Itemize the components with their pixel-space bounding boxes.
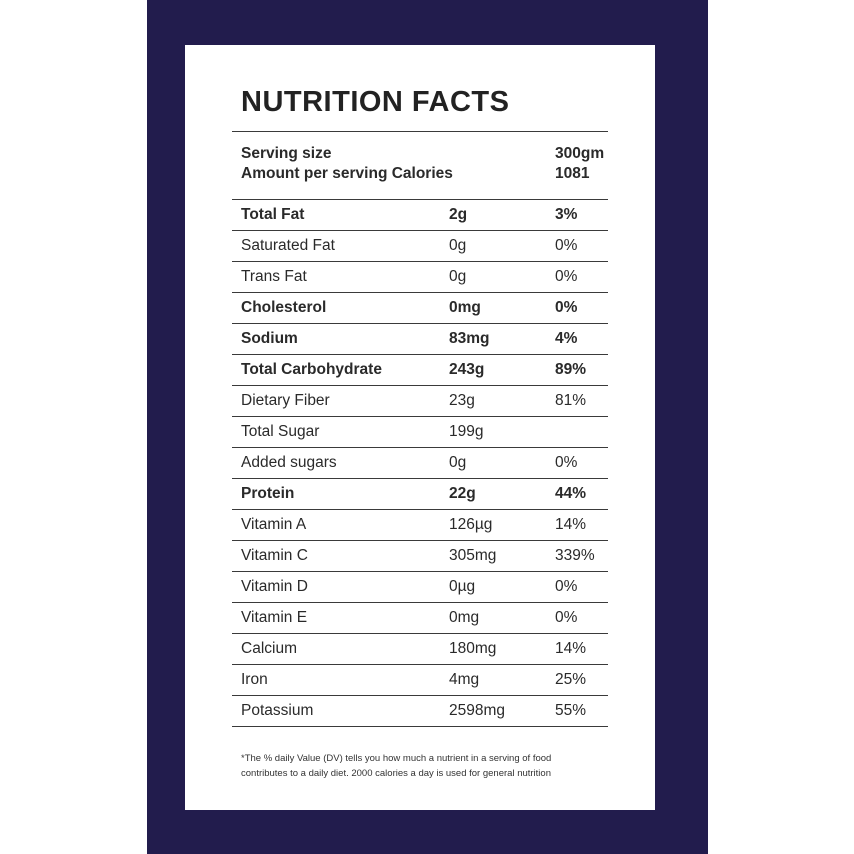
nutrient-daily-value: 25% bbox=[555, 671, 587, 688]
nutrient-amount: 83mg bbox=[449, 330, 490, 347]
nutrient-name: Total Carbohydrate bbox=[241, 361, 382, 378]
nutrient-name: Vitamin E bbox=[241, 609, 308, 626]
table-row bbox=[232, 479, 608, 510]
footnote-line-2: contributes to a daily diet. 2000 calories a day is used for general nutrition bbox=[241, 768, 551, 779]
top-divider bbox=[232, 131, 608, 132]
nutrient-amount: 180mg bbox=[449, 640, 497, 657]
nutrient-amount: 243g bbox=[449, 361, 485, 378]
nutrient-daily-value: 81% bbox=[555, 392, 587, 409]
table-row bbox=[232, 634, 608, 665]
nutrient-amount: 0g bbox=[449, 454, 467, 471]
table-row bbox=[232, 231, 608, 262]
footnote-line-1: *The % daily Value (DV) tells you how much a nutrient in a serving of food bbox=[241, 753, 552, 764]
table-row bbox=[232, 200, 608, 231]
nutrient-amount: 4mg bbox=[449, 671, 480, 688]
table-row bbox=[232, 603, 608, 634]
nutrient-name: Protein bbox=[241, 485, 295, 502]
page-title: NUTRITION FACTS bbox=[241, 86, 510, 118]
nutrient-name: Cholesterol bbox=[241, 299, 327, 316]
nutrient-daily-value: 4% bbox=[555, 330, 578, 347]
nutrient-amount: 0g bbox=[449, 268, 467, 285]
nutrient-amount: 0mg bbox=[449, 299, 481, 316]
nutrient-name: Vitamin C bbox=[241, 547, 308, 564]
nutrient-name: Total Sugar bbox=[241, 423, 320, 440]
nutrient-name: Added sugars bbox=[241, 454, 337, 471]
table-row bbox=[232, 572, 608, 603]
nutrient-name: Saturated Fat bbox=[241, 237, 335, 254]
nutrient-amount: 22g bbox=[449, 485, 476, 502]
table-row bbox=[232, 541, 608, 572]
table-row bbox=[232, 355, 608, 386]
nutrient-daily-value: 0% bbox=[555, 578, 578, 595]
table-row bbox=[232, 696, 608, 727]
table-row bbox=[232, 448, 608, 479]
nutrient-amount: 126µg bbox=[449, 516, 493, 533]
nutrient-daily-value: 44% bbox=[555, 485, 587, 502]
nutrient-daily-value: 0% bbox=[555, 237, 578, 254]
serving-size-value: 300gm bbox=[555, 145, 605, 162]
table-row bbox=[232, 262, 608, 293]
nutrient-name: Vitamin D bbox=[241, 578, 308, 595]
nutrient-amount: 0mg bbox=[449, 609, 480, 626]
nutrient-daily-value: 0% bbox=[555, 268, 578, 285]
nutrient-daily-value: 0% bbox=[555, 454, 578, 471]
nutrient-daily-value: 3% bbox=[555, 206, 578, 223]
nutrient-daily-value: 0% bbox=[555, 609, 578, 626]
serving-size-label: Serving size bbox=[241, 145, 332, 162]
nutrient-daily-value: 89% bbox=[555, 361, 587, 378]
calories-value: 1081 bbox=[555, 165, 590, 182]
nutrient-daily-value: 0% bbox=[555, 299, 578, 316]
nutrient-amount: 2598mg bbox=[449, 702, 506, 719]
footnote bbox=[241, 751, 621, 781]
table-row bbox=[232, 510, 608, 541]
nutrient-name: Total Fat bbox=[241, 206, 305, 223]
calories-label: Amount per serving Calories bbox=[241, 165, 453, 182]
nutrient-name: Potassium bbox=[241, 702, 314, 719]
table-row bbox=[232, 665, 608, 696]
nutrient-amount: 2g bbox=[449, 206, 468, 223]
nutrient-name: Dietary Fiber bbox=[241, 392, 330, 409]
nutrient-name: Iron bbox=[241, 671, 268, 688]
nutrient-daily-value: 14% bbox=[555, 640, 587, 657]
nutrient-amount: 305mg bbox=[449, 547, 497, 564]
table-row bbox=[232, 386, 608, 417]
nutrient-name: Trans Fat bbox=[241, 268, 307, 285]
nutrient-amount: 0g bbox=[449, 237, 467, 254]
table-row bbox=[232, 417, 608, 448]
nutrient-daily-value: 55% bbox=[555, 702, 587, 719]
nutrient-name: Calcium bbox=[241, 640, 297, 657]
nutrient-amount: 199g bbox=[449, 423, 484, 440]
nutrient-daily-value: 14% bbox=[555, 516, 587, 533]
nutrient-amount: 0µg bbox=[449, 578, 476, 595]
table-row bbox=[232, 293, 608, 324]
nutrient-daily-value: 339% bbox=[555, 547, 595, 564]
nutrient-name: Vitamin A bbox=[241, 516, 307, 533]
nutrient-amount: 23g bbox=[449, 392, 475, 409]
table-row bbox=[232, 324, 608, 355]
nutrient-name: Sodium bbox=[241, 330, 298, 347]
